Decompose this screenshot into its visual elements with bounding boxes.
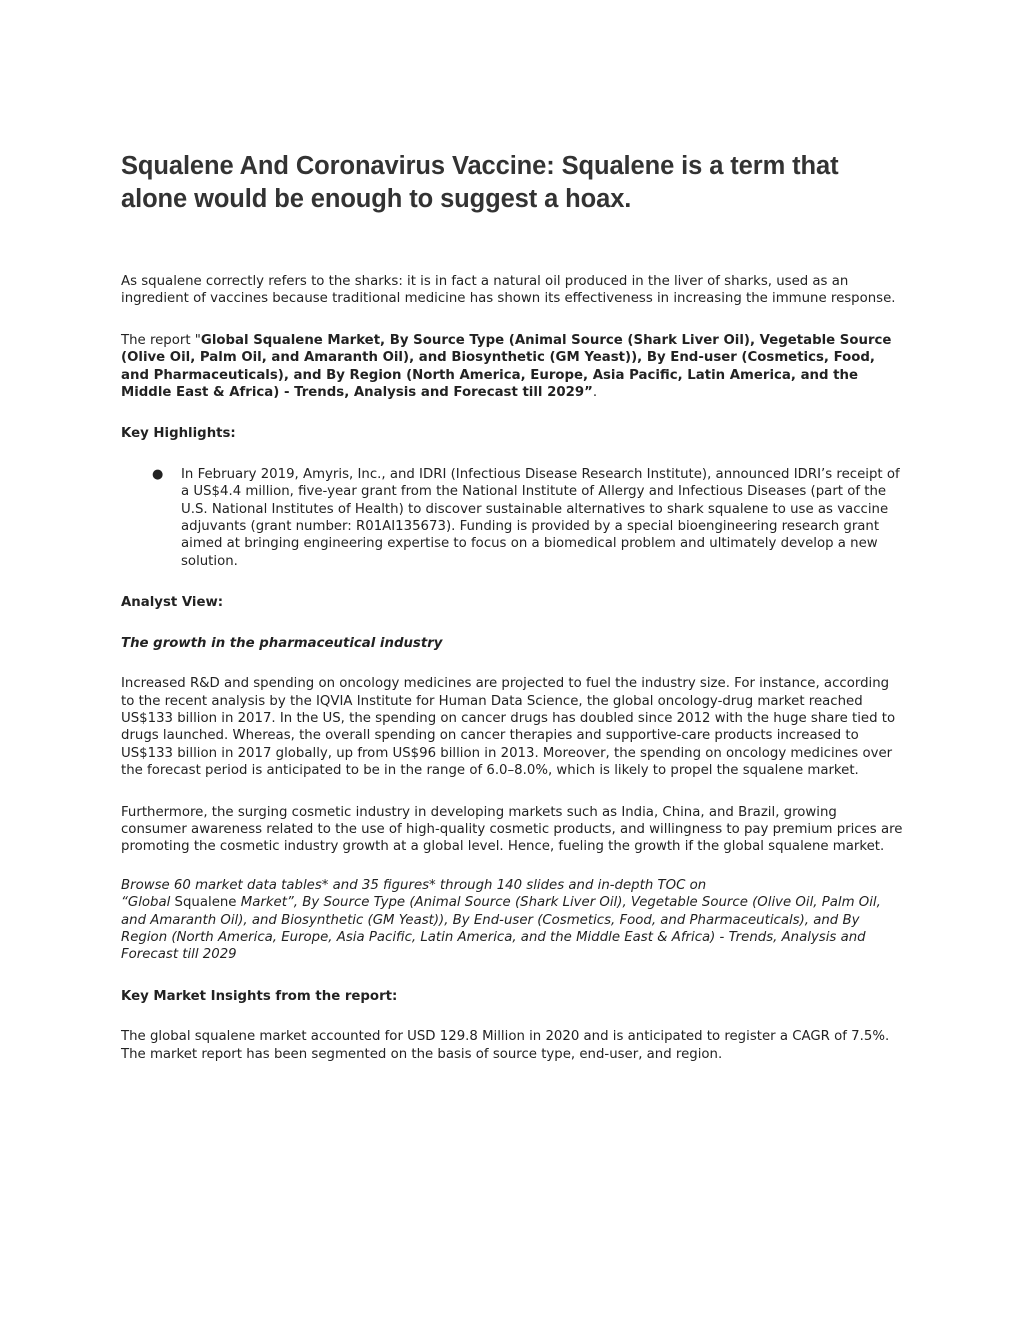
insights-heading: Key Market Insights from the report: (121, 988, 398, 1004)
report-prefix: The report " (121, 332, 201, 348)
bullet-icon: ● (152, 466, 164, 482)
report-title: Global Squalene Market, By Source Type (Animal Source (Shark Liver Oil), Vegetable Source (Olive Oil, Palm Oil, and Amaranth Oil), and Biosynthetic (GM Yeast)), By End-user (Cosmetics, Food, and Pharmaceuticals), and By Region (North America, Europe, Asia Pacific, Latin America, and the Middle East & Africa) - Trends, Analysis and Forecast till 2029” (121, 332, 892, 401)
highlight-text: In February 2019, Amyris, Inc., and IDRI (Infectious Disease Research Institute), announced IDRI’s receipt of a US$4.4 million, five-year grant from the National Institute of Allergy and Infectious Diseases (part of the U.S. National Institutes of Health) to discover sustainable alternatives to shark squalene to use as vaccine adjuvants (grant number: R01AI135673). Funding is provided by a special bioengineering research grant aimed at bringing engineering expertise to focus on a biomedical problem and ultimately develop a new solution. (181, 466, 900, 569)
intro-paragraph: As squalene correctly refers to the sharks: it is in fact a natural oil produced in the liver of sharks, used as an ingredient of vaccines because traditional medicine has shown its effectiveness in increasing the immune response. (121, 274, 896, 307)
analyst-view-subheading: The growth in the pharmaceutical industry (121, 635, 443, 651)
list-item (121, 466, 906, 570)
browse-squalene-word: Squalene (174, 895, 237, 911)
page-title: Squalene And Coronavirus Vaccine: Squalene is a term that alone would be enough to suggest a hoax. (121, 152, 839, 213)
analyst-view-heading: Analyst View: (121, 595, 224, 611)
browse-rest: Market”, By Source Type (Animal Source (Shark Liver Oil), Vegetable Source (Olive Oil, Palm Oil, and Amaranth Oil), and Biosynthetic (GM Yeast)), By End-user (Cosmetics, Food, and Pharmaceuticals), and By Region (North America, Europe, Asia Pacific, Latin America, and the Middle East & Africa) - Trends, Analysis and Forecast till 2029 (121, 895, 881, 963)
browse-quote-open: “Global (121, 895, 175, 911)
insights-paragraph: The global squalene market accounted for USD 129.8 Million in 2020 and is anticipated to register a CAGR of 7.5%. The market report has been segmented on the basis of source type, end-user, and region. (121, 1029, 890, 1062)
analyst-paragraph-1: Increased R&D and spending on oncology medicines are projected to fuel the industry size. For instance, according to the recent analysis by the IQVIA Institute for Human Data Science, the global oncology-drug market reached US$133 billion in 2017. In the US, the spending on cancer drugs has doubled since 2012 with the huge share tied to drugs launched. Whereas, the overall spending on cancer therapies and supportive-care products increased to US$133 billion in 2017 globally, up from US$96 billion in 2013. Moreover, the spending on oncology medicines over the forecast period is anticipated to be in the range of 6.0–8.0%, which is likely to propel the squalene market. (121, 676, 896, 779)
report-suffix: . (592, 385, 598, 401)
report-paragraph (121, 332, 906, 402)
browse-paragraph (121, 877, 906, 964)
key-highlights-list (121, 466, 906, 570)
key-highlights-heading: Key Highlights: (121, 426, 236, 442)
browse-line-1: Browse 60 market data tables* and 35 figures* through 140 slides and in-depth TOC on (121, 877, 707, 893)
analyst-paragraph-2: Furthermore, the surging cosmetic industry in developing markets such as India, China, and Brazil, growing consumer awareness related to the use of high-quality cosmetic products, and willingness to pay premium prices are promoting the cosmetic industry growth at a global level. Hence, fueling the growth if the global squalene market. (121, 804, 903, 855)
document-page (121, 150, 906, 1063)
